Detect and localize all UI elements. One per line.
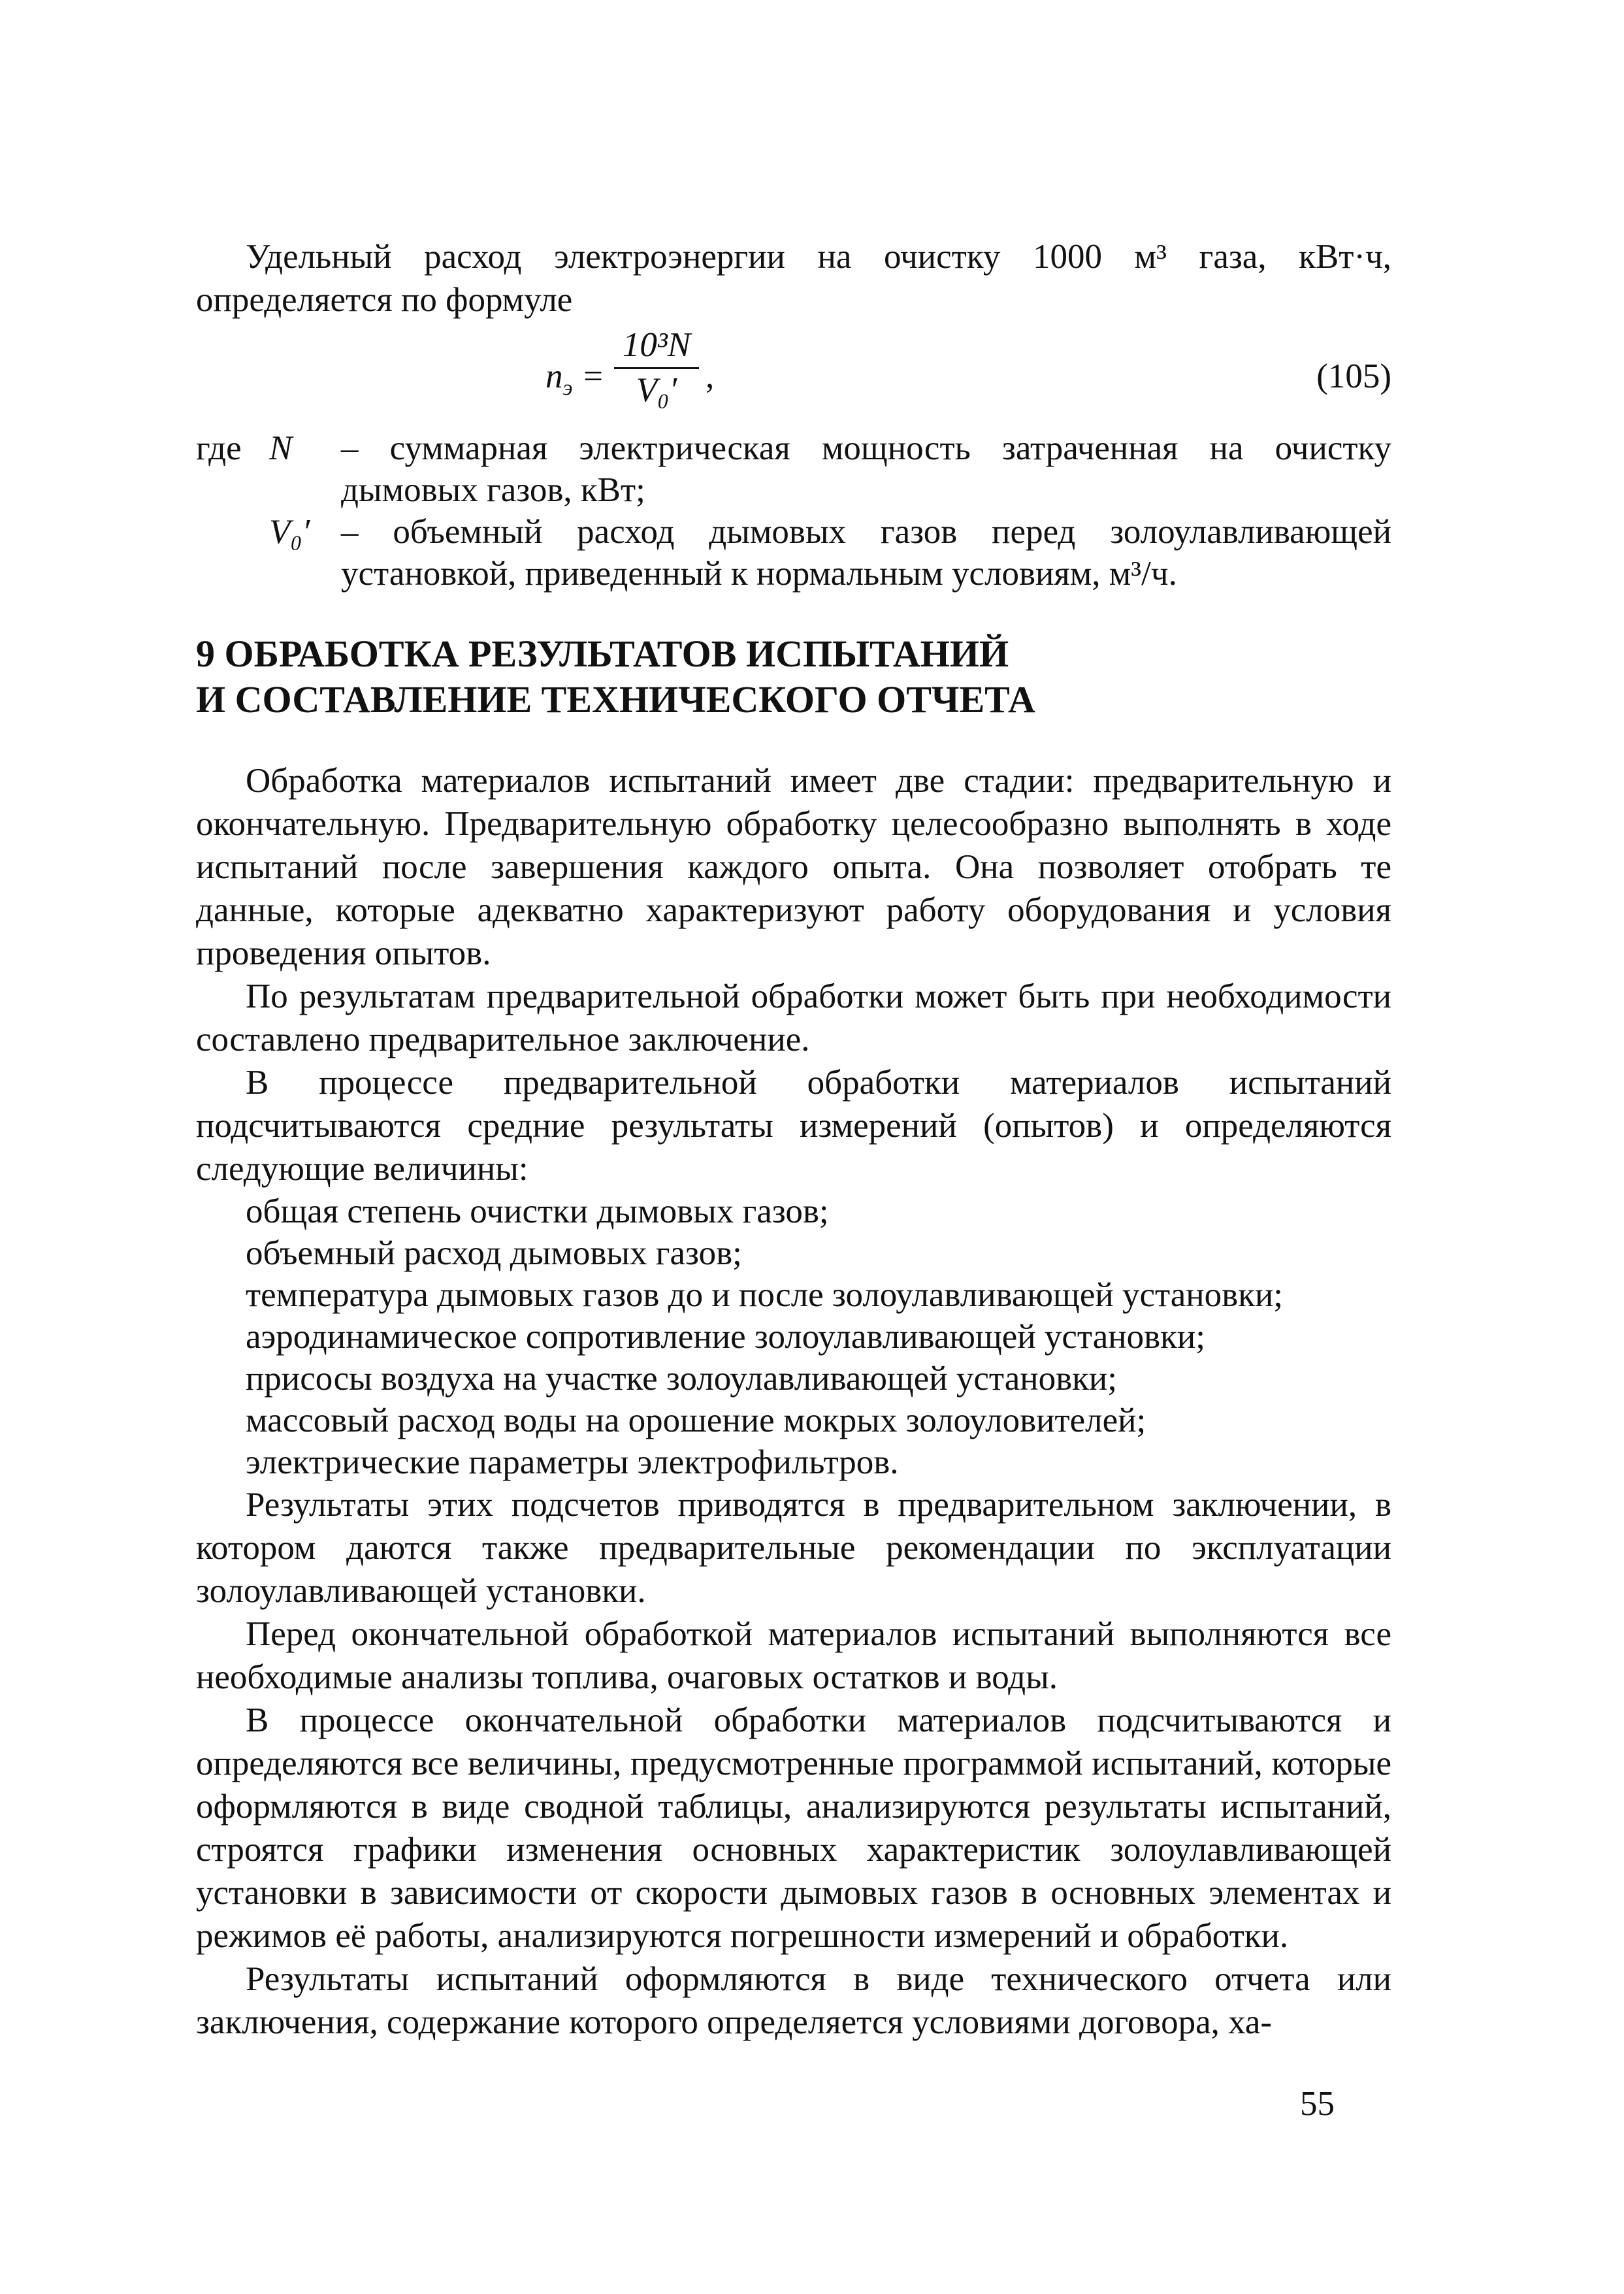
where-lead: где xyxy=(196,429,242,467)
list-item: аэродинамическое сопротивление золоулавливающей установки; xyxy=(246,1318,1205,1356)
list-item: массовый расход воды на орошение мокрых золоуловителей; xyxy=(246,1401,1146,1439)
where-definitions xyxy=(196,427,1391,595)
equation-number: (105) xyxy=(1316,357,1391,395)
definition-text: – объемный расход дымовых газов перед золоулавливающей установкой, приведенный к нормальным условиям, м³/ч. xyxy=(341,513,1391,593)
paragraph: В процессе окончательной обработки материалов подсчитываются и определяются все величины, предусмотренные программой испытаний, которые оформляются в виде сводной таблицы, анализируются результаты испытаний, строятся графики изменения основных характеристик золоулавливающей установки в зависимости от скорости дымовых газов в основных элементах и режимов её работы, анализируются погрешности измерений и обработки. xyxy=(196,1701,1391,1955)
paragraph: Результаты испытаний оформляются в виде технического отчета или заключения, содержание которого определяется условиями договора, ха- xyxy=(196,1960,1391,2041)
definition-row xyxy=(196,511,1391,595)
formula-fraction xyxy=(614,325,699,410)
section-heading-line: 9 ОБРАБОТКА РЕЗУЛЬТАТОВ ИСПЫТАНИЙ xyxy=(196,632,1009,675)
paragraph: Обработка материалов испытаний имеет две стадии: предварительную и окончательную. Предварительную обработку целесообразно выполнять в ходе испытаний после завершения каждого опыта. Она позволяет отобрать те данные, которые адекватно характеризуют работу оборудования и условия проведения опытов. xyxy=(196,762,1391,972)
list-item: электрические параметры электрофильтров. xyxy=(246,1443,899,1481)
formula-comma: , xyxy=(706,357,715,395)
list-item: объемный расход дымовых газов; xyxy=(246,1234,742,1272)
definition-symbol: N xyxy=(269,429,293,467)
intro-paragraph: Удельный расход электроэнергии на очистку 1000 м³ газа, кВт·ч, определяется по формуле xyxy=(196,238,1391,319)
section-heading-line: И СОСТАВЛЕНИЕ ТЕХНИЧЕСКОГО ОТЧЕТА xyxy=(196,678,1035,721)
quantities-list xyxy=(196,1190,1391,1483)
definition-text: – суммарная электрическая мощность затраченная на очистку дымовых газов, кВт; xyxy=(341,429,1391,509)
formula-105 xyxy=(196,325,1391,423)
formula-numerator: 10³N xyxy=(614,325,699,369)
page-content xyxy=(196,235,1391,2044)
page-number: 55 xyxy=(1300,2085,1335,2123)
paragraph: Перед окончательной обработкой материалов испытаний выполняются все необходимые анализы топлива, очаговых остатков и воды. xyxy=(196,1615,1391,1696)
formula-denominator: V₀′ xyxy=(636,371,677,409)
where-lead xyxy=(196,511,269,595)
paragraph: В процессе предварительной обработки материалов испытаний подсчитываются средние результаты измерений (опытов) и определяются следующие величины: xyxy=(196,1064,1391,1188)
definition-symbol: V₀′ xyxy=(269,513,310,551)
paragraph: Результаты этих подсчетов приводятся в предварительном заключении, в котором даются также предварительные рекомендации по эксплуатации золоулавливающей установки. xyxy=(196,1486,1391,1610)
section-heading xyxy=(196,631,1391,723)
list-item: температура дымовых газов до и после золоулавливающей установки; xyxy=(246,1276,1284,1314)
list-item: общая степень очистки дымовых газов; xyxy=(246,1192,829,1230)
definition-row xyxy=(196,427,1391,511)
list-item: присосы воздуха на участке золоулавливающей установки; xyxy=(246,1360,1117,1398)
paragraph: По результатам предварительной обработки может быть при необходимости составлено предварительное заключение. xyxy=(196,977,1391,1058)
formula-lhs: $n_э$ = xyxy=(545,357,605,401)
